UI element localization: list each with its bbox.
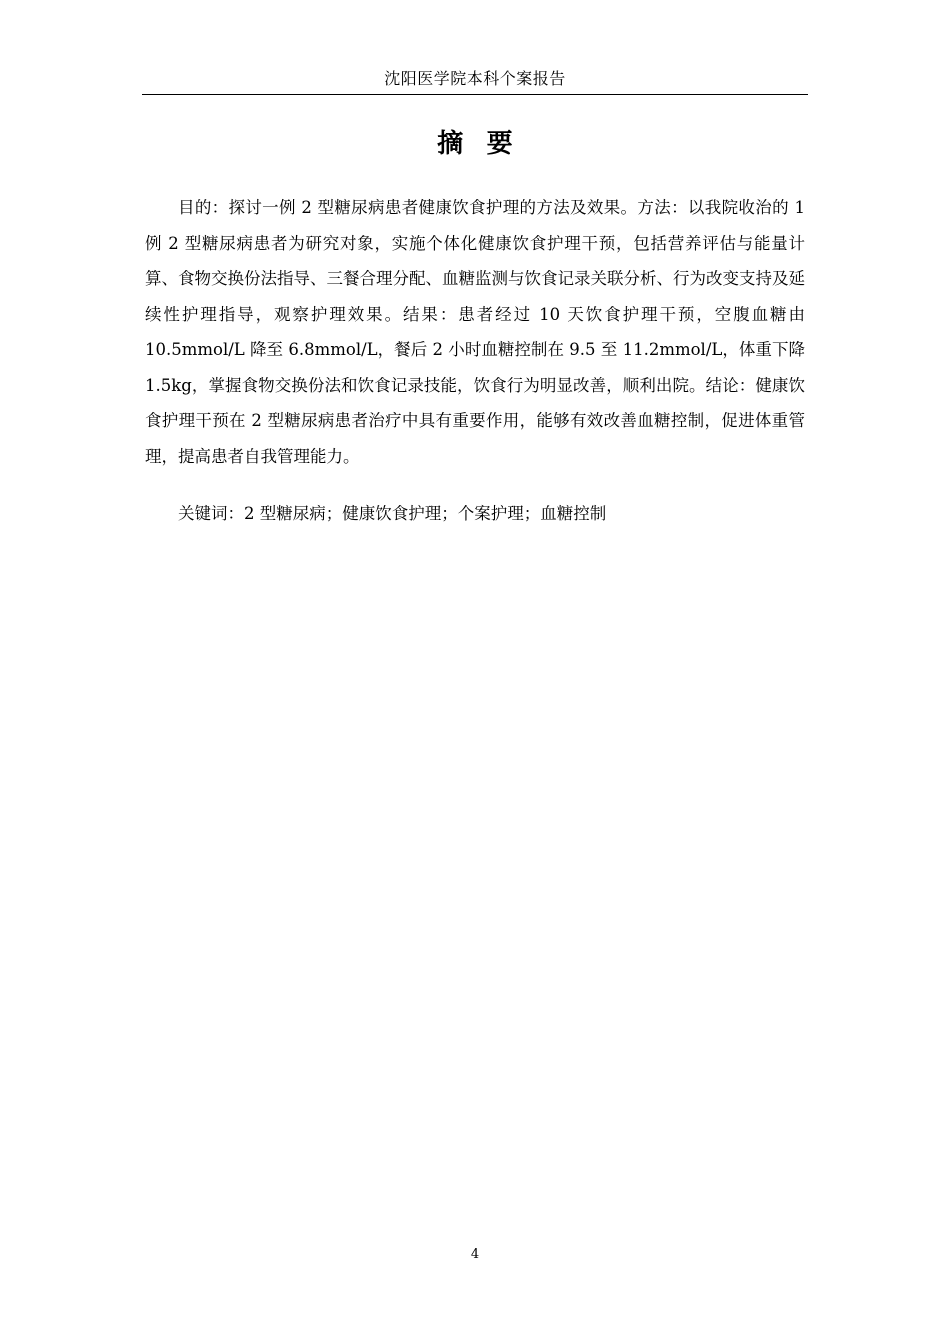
page-number: 4 xyxy=(470,1247,480,1262)
abstract-body: 目的：探讨一例 2 型糖尿病患者健康饮食护理的方法及效果。方法：以我院收治的 1 例 2 型糖尿病患者为研究对象，实施个体化健康饮食护理干预，包括营养评估与能量计算、食物交换份法指导、三餐合理分配、血糖监测与饮食记录关联分析、行为改变支持及延续性护理指导，观察护理效果。结果：患者经过 10 天饮食护理干预，空腹血糖由 10.5mmol/L 降至 6.8mmol/L，餐后 2 小时血糖控制在 9.5 至 11.2mmol/L，体重下降 1.5kg，掌握食物交换份法和饮食记录技能，饮食行为明显改善，顺利出院。结论：健康饮食护理干预在 2 型糖尿病患者治疗中具有重要作用，能够有效改善血糖控制，促进体重管理，提高患者自我管理能力。 xyxy=(145,198,805,466)
page-header: 沈阳医学院本科个案报告 xyxy=(142,66,808,95)
keywords-line: 关键词：2 型糖尿病；健康饮食护理；个案护理；血糖控制 xyxy=(178,504,607,523)
page-title: 摘要 xyxy=(437,129,537,159)
